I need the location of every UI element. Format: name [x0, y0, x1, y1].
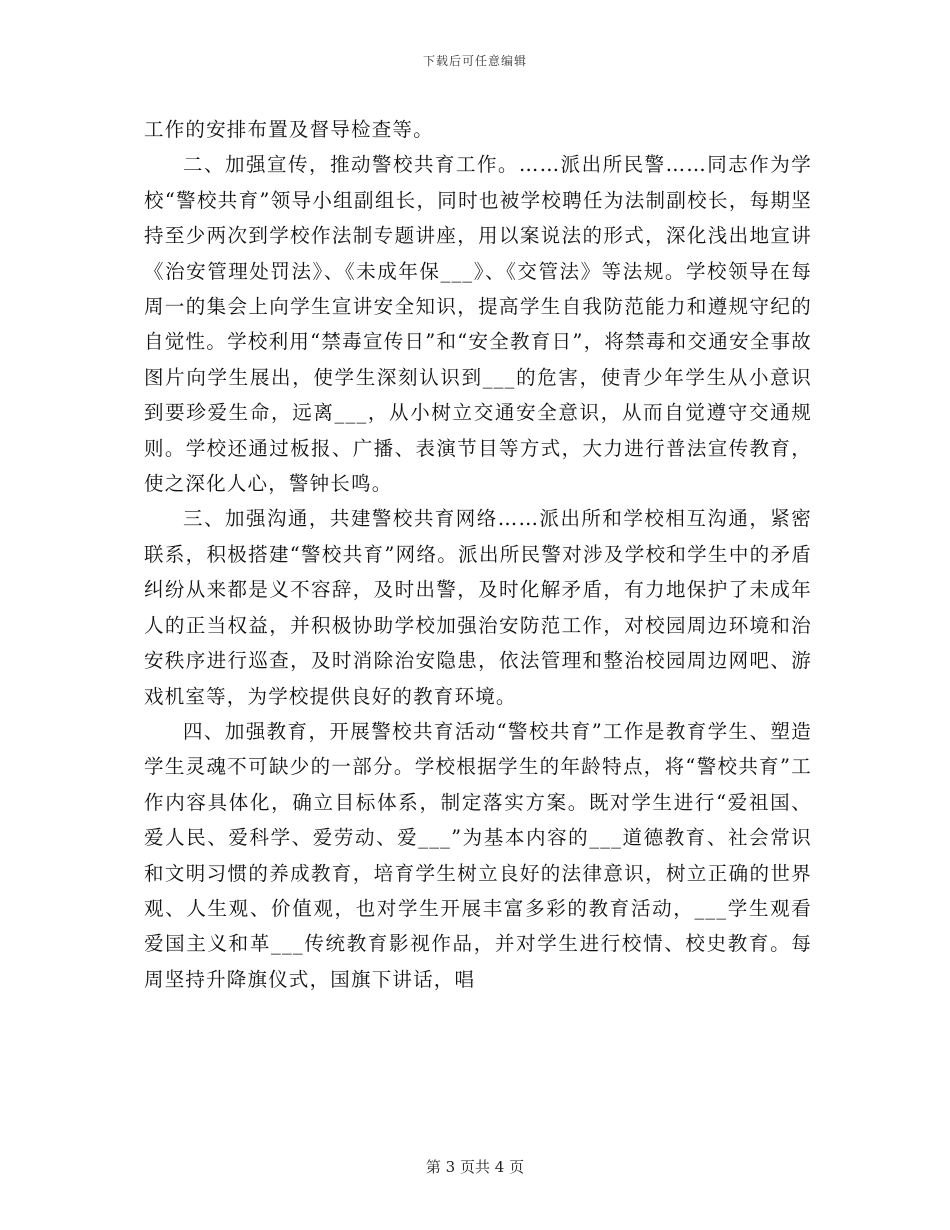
paragraph-continuation: 工作的安排布置及督导检查等。 [144, 118, 434, 141]
page-header: 下载后可任意编辑 [422, 54, 527, 68]
paragraph-section-4: 四、加强教育，开展警校共育活动“警校共育”工作是教育学生、塑造学生灵魂不可缺少的一部分。学校根据学生的年龄特点，将“警校共育”工作内容具体化，确立目标体系，制定落实方案。既对学生进行“爱祖国、爱人民、爱科学、爱劳动、爱___”为基本内容的___道德教育、社会常识和文明习惯的养成教育，培育学生树立良好的法律意识，树立正确的世界观、人生观、价值观，也对学生开展丰富多彩的教育活动，___学生观看爱国主义和革___传统教育影视作品，并对学生进行校情、校史教育。每周坚持升降旗仪式，国旗下讲话，唱 [144, 719, 812, 991]
page-footer: 第 3 页共 4 页 [425, 1158, 525, 1176]
paragraph-section-3: 三、加强沟通，共建警校共育网络……派出所和学校相互沟通，紧密联系，积极搭建“警校共育”网络。派出所民警对涉及学校和学生中的矛盾纠纷从来都是义不容辞，及时出警，及时化解矛盾，有力地保护了未成年人的正当权益，并积极协助学校加强治安防范工作，对校园周边环境和治安秩序进行巡查，及时消除治安隐患，依法管理和整治校园周边网吧、游戏机室等，为学校提供良好的教育环境。 [144, 507, 812, 708]
paragraph-section-2: 二、加强宣传，推动警校共育工作。……派出所民警……同志作为学校“警校共育”领导小组副组长，同时也被学校聘任为法制副校长，每期坚持至少两次到学校作法制专题讲座，用以案说法的形式，深化浅出地宣讲《治安管理处罚法》、《未成年保___》、《交管法》等法规。学校领导在每周一的集会上向学生宣讲安全知识，提高学生自我防范能力和遵规守纪的自觉性。学校利用“禁毒宣传日”和“安全教育日”，将禁毒和交通安全事故图片向学生展出，使学生深刻认识到___的危害，使青少年学生从小意识到要珍爱生命，远离___，从小树立交通安全意识，从而自觉遵守交通规则。学校还通过板报、广播、表演节目等方式，大力进行普法宣传教育，使之深化人心，警钟长鸣。 [144, 153, 812, 496]
document-body [144, 112, 812, 997]
